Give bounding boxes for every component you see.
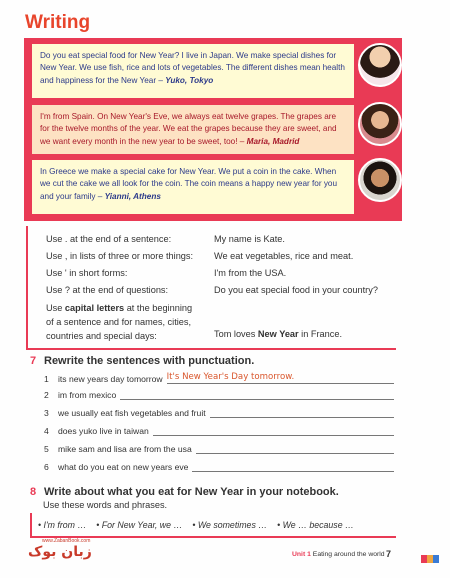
rule-example: Do you eat special food in your country? bbox=[214, 285, 378, 295]
reading-card-signature: Yuko, Tokyo bbox=[165, 75, 214, 85]
exercise-item-text: what do you eat on new years eve bbox=[58, 462, 189, 472]
exercise-answer-field[interactable] bbox=[192, 464, 394, 472]
reading-card-signature: Yianni, Athens bbox=[104, 191, 161, 201]
exercise-7-title: Rewrite the sentences with punctuation. bbox=[44, 355, 255, 367]
punctuation-rules-box bbox=[26, 226, 396, 350]
reading-card-yianni bbox=[32, 160, 354, 214]
phrase-box bbox=[30, 513, 396, 538]
rule-example: I'm from the USA. bbox=[214, 268, 287, 278]
girl-portrait-icon bbox=[358, 43, 402, 87]
exercise-item-text: does yuko live in taiwan bbox=[58, 426, 149, 436]
logo-url: www.ZabanBook.com bbox=[42, 538, 91, 544]
exercise-item-number: 3 bbox=[44, 408, 49, 418]
exercise-answer-field[interactable] bbox=[210, 410, 394, 418]
phrase-item: • We … because … bbox=[277, 519, 354, 530]
reading-cards-panel bbox=[24, 38, 402, 221]
exercise-item bbox=[44, 372, 394, 384]
woman-portrait-icon bbox=[358, 102, 402, 146]
rule-text: of a sentence and for names, cities, bbox=[46, 317, 192, 327]
exercise-8-subtitle: Use these words and phrases. bbox=[43, 500, 168, 510]
reading-card-maria bbox=[32, 105, 354, 154]
exercise-7-number: 7 bbox=[30, 355, 37, 367]
rule-text: countries and special days: bbox=[46, 331, 157, 341]
exercise-item bbox=[44, 444, 394, 454]
page-number: 7 bbox=[386, 549, 392, 559]
exercise-answer-field[interactable] bbox=[153, 428, 394, 436]
unit-title: Eating around the world bbox=[312, 551, 385, 558]
exercise-item-number: 2 bbox=[44, 390, 49, 400]
reading-card-text: Do you eat special food for New Year? I live in Japan. We make special dishes for New Year. We use fish, rice and lots of vegetables. The different dishes mean health and happiness for the New Year – bbox=[40, 51, 345, 85]
rule-label: Use ' in short forms: bbox=[46, 268, 128, 278]
rule-label: Use . at the end of a sentence: bbox=[46, 234, 172, 244]
exercise-item-number: 5 bbox=[44, 444, 49, 454]
exercise-answer-field[interactable] bbox=[120, 392, 394, 400]
exercise-item-number: 6 bbox=[44, 462, 49, 472]
rule-label-capitals bbox=[46, 301, 192, 343]
exercise-item bbox=[44, 408, 394, 418]
exercise-item-text: im from mexico bbox=[58, 390, 117, 400]
phrase-item: • I'm from … bbox=[38, 519, 87, 530]
reading-card-text: In Greece we make a special cake for New Year. We put a coin in the cake. When we cut the cake we all look for the coin. The coin means a happy new year for you and your family – bbox=[40, 167, 338, 201]
rule-example-text: in France. bbox=[298, 329, 343, 339]
exercise-item bbox=[44, 462, 394, 472]
exercise-item-text: its new years day tomorrow bbox=[58, 374, 163, 384]
phrase-item: • We sometimes … bbox=[192, 519, 268, 530]
exercise-8-title: Write about what you eat for New Year in your notebook. bbox=[44, 486, 339, 498]
reading-card-yuko bbox=[32, 44, 354, 98]
exercise-item bbox=[44, 426, 394, 436]
page-title: Writing bbox=[25, 12, 91, 33]
unit-number: Unit 1 bbox=[292, 551, 311, 558]
rule-example: We eat vegetables, rice and meat. bbox=[214, 251, 354, 261]
exercise-8-number: 8 bbox=[30, 486, 37, 498]
zabanbook-logo bbox=[18, 538, 102, 570]
rule-example-text: Tom loves bbox=[214, 329, 258, 339]
rule-example: My name is Kate. bbox=[214, 234, 285, 244]
rule-example-capitals bbox=[214, 329, 342, 339]
exercise-item-text: mike sam and lisa are from the usa bbox=[58, 444, 192, 454]
rule-label: Use ? at the end of questions: bbox=[46, 285, 169, 295]
rule-text: at the beginning bbox=[124, 303, 193, 313]
rule-bold-text: capital letters bbox=[64, 303, 125, 313]
exercise-answer-field[interactable]: It's New Year's Day tomorrow. bbox=[167, 372, 394, 384]
page-color-stripe bbox=[421, 555, 439, 563]
reading-card-text: I'm from Spain. On New Year's Eve, we always eat twelve grapes. The grapes are for the twelve months of the year. We eat the grapes because they are sweet, and we want every month in the new year to be sweet, too! – bbox=[40, 112, 337, 146]
exercise-item-number: 4 bbox=[44, 426, 49, 436]
rule-text: Use bbox=[46, 303, 65, 313]
exercise-item-number: 1 bbox=[44, 374, 49, 384]
rule-example-bold: New Year bbox=[257, 329, 299, 339]
exercise-item-text: we usually eat fish vegetables and fruit bbox=[58, 408, 206, 418]
rule-label: Use , in lists of three or more things: bbox=[46, 251, 194, 261]
exercise-answer-field[interactable] bbox=[196, 446, 394, 454]
reading-card-signature: Maria, Madrid bbox=[246, 136, 300, 146]
phrase-item: • For New Year, we … bbox=[96, 519, 183, 530]
exercise-item bbox=[44, 390, 394, 400]
logo-text: زبان بوک bbox=[28, 544, 92, 560]
footer-unit-label bbox=[292, 551, 385, 558]
man-portrait-icon bbox=[358, 158, 402, 202]
